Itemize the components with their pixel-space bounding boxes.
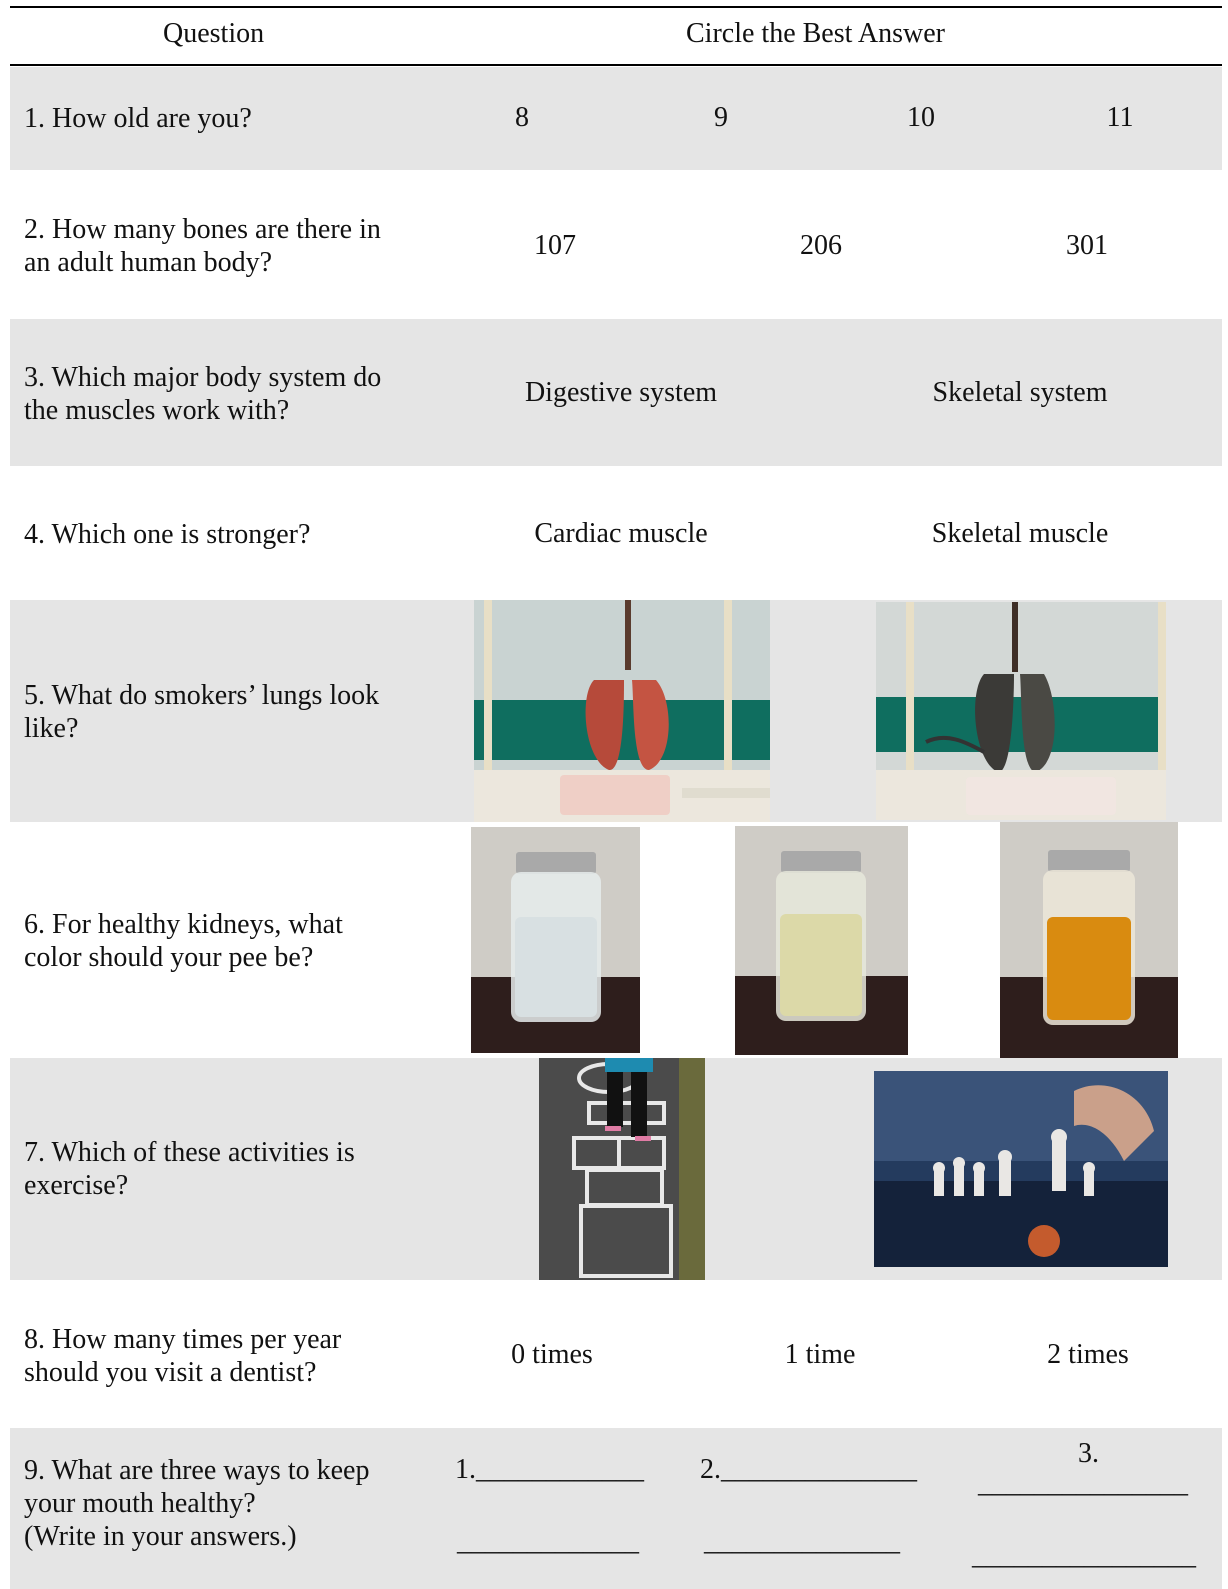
chess-illustration	[874, 1071, 1168, 1267]
answer-blank-3-number: 3.	[1078, 1438, 1099, 1469]
pale-yellow-jar-illustration	[735, 826, 908, 1055]
answer-column-header: Circle the Best Answer	[686, 18, 945, 49]
answer-option[interactable]: Digestive system	[524, 377, 718, 408]
question-text: 6. For healthy kidneys, what color should your pee be?	[24, 909, 343, 973]
answer-option[interactable]: 11	[1106, 102, 1134, 133]
question-column-header: Question	[163, 18, 265, 49]
answer-option[interactable]: 10	[907, 102, 935, 133]
question-9-line-3: (Write in your answers.)	[24, 1521, 297, 1552]
answer-blank-1-continued[interactable]: _____________	[457, 1526, 639, 1557]
dark-yellow-jar-illustration	[1000, 822, 1178, 1058]
clear-urine-jar-photo[interactable]	[471, 827, 640, 1053]
healthy-lung-illustration	[474, 600, 770, 822]
answer-option[interactable]: 2 times	[1047, 1339, 1129, 1370]
question-row-9	[10, 1428, 1222, 1589]
answer-blank-1[interactable]: 1.____________	[455, 1454, 644, 1485]
question-text	[24, 1454, 404, 1553]
question-text: 2. How many bones are there in an adult human body?	[24, 214, 381, 278]
hopscotch-illustration	[539, 1058, 705, 1280]
question-text: 1. How old are you?	[24, 103, 252, 134]
top-rule	[10, 6, 1222, 8]
smoker-lung-illustration	[876, 602, 1166, 820]
question-text: 5. What do smokers’ lungs look like?	[24, 680, 380, 744]
answer-option[interactable]: 301	[1066, 230, 1108, 261]
answer-blank-3[interactable]: _______________	[978, 1468, 1188, 1499]
answer-option[interactable]: 206	[800, 230, 842, 261]
smoker-lung-photo[interactable]	[876, 602, 1166, 820]
header-rule	[10, 64, 1222, 66]
answer-blank-2[interactable]: 2.______________	[700, 1454, 917, 1485]
question-row-3	[10, 319, 1222, 466]
dark-yellow-urine-jar-photo[interactable]	[1000, 822, 1178, 1058]
question-row-8	[10, 1280, 1222, 1428]
question-text: 7. Which of these activities is exercise?	[24, 1137, 355, 1201]
question-row-1	[10, 67, 1222, 170]
answer-option[interactable]: Skeletal muscle	[931, 518, 1109, 549]
answer-blank-3-continued[interactable]: ________________	[972, 1540, 1196, 1571]
answer-option[interactable]: 9	[714, 102, 728, 133]
question-row-2	[10, 170, 1222, 319]
answer-option[interactable]: 0 times	[511, 1339, 593, 1370]
answer-option[interactable]: 8	[515, 102, 529, 133]
pale-yellow-urine-jar-photo[interactable]	[735, 826, 908, 1055]
question-text: 4. Which one is stronger?	[24, 519, 311, 550]
question-text: 8. How many times per year should you visit a dentist?	[24, 1324, 342, 1388]
question-9-line-1: 9. What are three ways to keep	[24, 1455, 370, 1486]
answer-blank-2-continued[interactable]: ______________	[704, 1526, 900, 1557]
healthy-lung-photo[interactable]	[474, 600, 770, 822]
chess-photo[interactable]	[874, 1071, 1168, 1267]
question-text: 3. Which major body system do the muscles work with?	[24, 362, 382, 426]
answer-option[interactable]: 1 time	[784, 1339, 856, 1370]
hopscotch-photo[interactable]	[539, 1058, 705, 1280]
question-row-4	[10, 466, 1222, 600]
answer-option[interactable]: Skeletal system	[932, 377, 1108, 408]
question-9-line-2: your mouth healthy?	[24, 1488, 256, 1519]
clear-jar-illustration	[471, 827, 640, 1053]
answer-option[interactable]: Cardiac muscle	[534, 518, 708, 549]
answer-option[interactable]: 107	[534, 230, 576, 261]
